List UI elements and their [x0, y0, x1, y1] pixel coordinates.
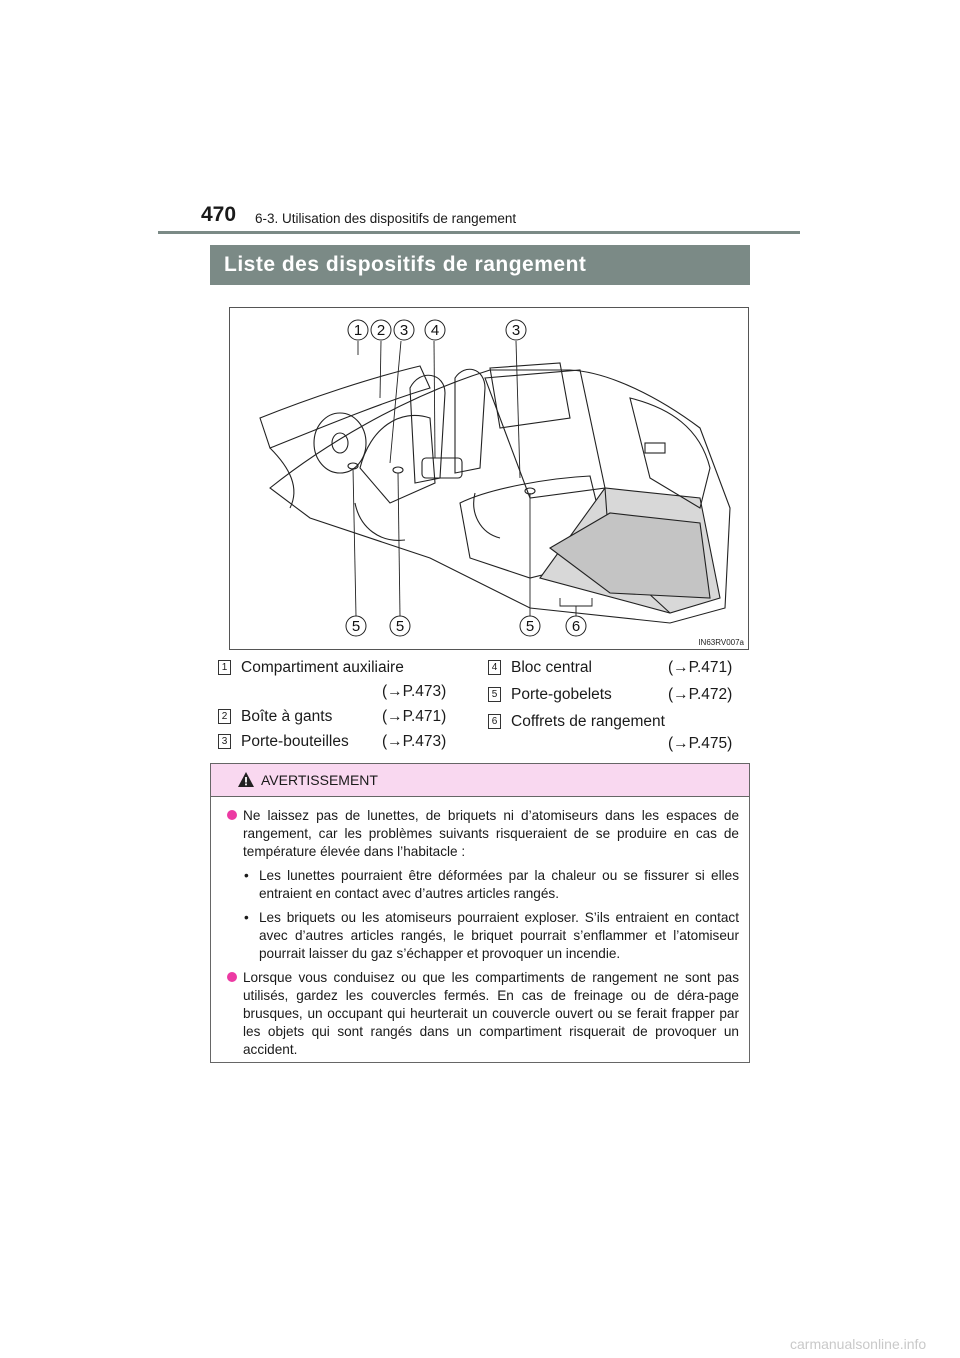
callout-1: 1 [353, 322, 363, 339]
legend-label: Boîte à gants [241, 708, 333, 725]
warning-text: Lorsque vous conduisez ou que les compartiments de rangement ne sont pas utilisés, gardez les couvercles fermés. En cas de freinage ou de déra-page brusques, un occupant qui heurterait un couvercle ouvert ou se ferait frapper par les objets qui sont rangés dans un compartiment risquerait de provoquer un accident. [243, 970, 739, 1057]
legend-label: Coffrets de rangement [511, 713, 665, 730]
callout-6: 6 [571, 618, 581, 635]
section-title: Liste des dispositifs de rangement [210, 245, 750, 285]
footer-watermark: carmanualsonline.info [790, 1336, 927, 1352]
callout-5a: 5 [351, 618, 361, 635]
legend-item-6 [488, 713, 665, 731]
callout-5b: 5 [395, 618, 405, 635]
legend-number: 2 [218, 709, 231, 724]
bullet: • [244, 910, 249, 925]
bullet-dot-icon [227, 810, 237, 820]
callout-3a: 3 [399, 322, 409, 339]
warning-triangle-icon [237, 771, 255, 788]
legend-label: Porte-bouteilles [241, 733, 349, 750]
legend-item-2 [218, 708, 332, 726]
warning-box [210, 763, 750, 1063]
figure-code: IN63RV007a [698, 638, 744, 647]
bullet: • [244, 868, 249, 883]
callout-2: 2 [376, 322, 386, 339]
legend-ref-3: (→P.473) [382, 733, 447, 750]
legend-number: 4 [488, 660, 501, 675]
legend-ref-2: (→P.471) [382, 708, 447, 725]
legend-number: 6 [488, 714, 501, 729]
warning-item-1 [227, 807, 739, 861]
callout-4: 4 [430, 322, 440, 339]
section-label: 6-3. Utilisation des dispositifs de rangement [255, 211, 517, 226]
legend-item-1 [218, 659, 404, 677]
legend-label: Porte-gobelets [511, 686, 612, 703]
warning-text: Ne laissez pas de lunettes, de briquets ni d’atomiseurs dans les espaces de rangement, car les problèmes suivants risqueraient de se produire en cas de température élevée dans l’habitacle : [243, 808, 739, 859]
warning-heading: AVERTISSEMENT [261, 772, 378, 788]
bullet-dot-icon [227, 972, 237, 982]
warning-header [211, 764, 749, 797]
legend-number: 3 [218, 734, 231, 749]
legend-ref-5: (→P.472) [668, 686, 733, 703]
warning-subtext: Les briquets ou les atomiseurs pourraient exploser. S’ils entraient en contact avec d’autres articles rangés, le briquet pourrait s’enflammer et l’atomiseur pourrait laisser du gaz s’échapper et provoquer un incendie. [259, 910, 739, 961]
callout-5c: 5 [525, 618, 535, 635]
vehicle-interior-figure [229, 307, 749, 650]
legend-item-3 [218, 733, 349, 751]
page-number: 470 [201, 203, 237, 226]
warning-subtext: Les lunettes pourraient être déformées par la chaleur ou se fissurer si elles entraient en contact avec d’autres articles rangés. [259, 868, 739, 901]
warning-subitem-1 [227, 867, 739, 903]
legend-item-5 [488, 686, 612, 704]
warning-body [211, 797, 749, 1059]
legend-label: Bloc central [511, 659, 592, 676]
header-rule [158, 231, 800, 234]
legend-ref-4: (→P.471) [668, 659, 733, 676]
legend-number: 5 [488, 687, 501, 702]
warning-item-2 [227, 969, 739, 1059]
legend-ref-6: (→P.475) [668, 735, 733, 752]
callout-3b: 3 [511, 322, 521, 339]
legend-item-4 [488, 659, 592, 677]
legend-ref-1: (→P.473) [382, 683, 447, 700]
vehicle-illustration [230, 308, 750, 651]
legend-number: 1 [218, 660, 231, 675]
warning-subitem-2 [227, 909, 739, 963]
legend-label: Compartiment auxiliaire [241, 659, 404, 676]
